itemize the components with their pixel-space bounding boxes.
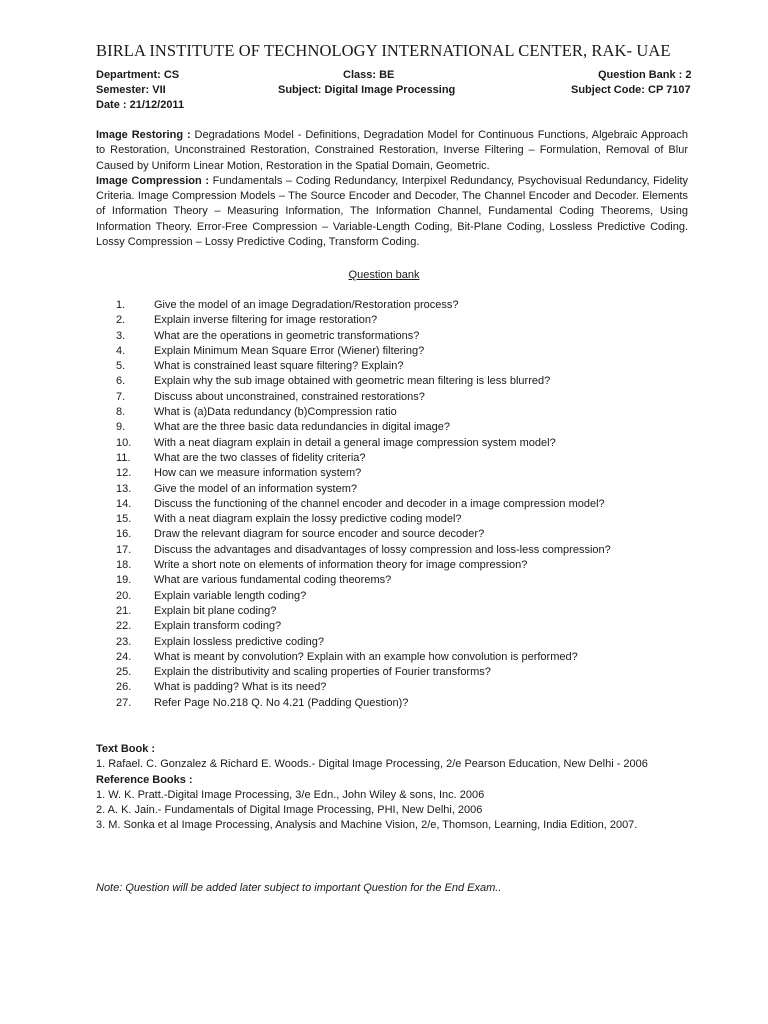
question-text: What are the operations in geometric transformations? [154, 329, 420, 342]
question-number: 25. [116, 666, 132, 679]
question-text: Explain inverse filtering for image restoration? [154, 314, 378, 327]
question-number: 6. [116, 375, 126, 388]
question-item [116, 589, 676, 604]
reference-books-heading: Reference Books : [96, 773, 193, 786]
question-item [116, 497, 676, 512]
question-item [116, 344, 676, 359]
image-compression-label: Image Compression : [96, 174, 209, 187]
text-book-entry: 1. Rafael. C. Gonzalez & Richard E. Woods.- Digital Image Processing, 2/e Pearson Education, New Delhi - 2006 [96, 758, 648, 771]
question-text: Explain Minimum Mean Square Error (Wiener) filtering? [154, 344, 425, 357]
question-item [116, 466, 676, 481]
question-item [116, 390, 676, 405]
question-item [116, 482, 676, 497]
question-text: What is constrained least square filtering? Explain? [154, 360, 404, 373]
question-item [116, 696, 676, 711]
question-item [116, 359, 676, 374]
image-restoring-label: Image Restoring : [96, 129, 191, 141]
question-number: 1. [116, 299, 126, 311]
question-number: 3. [116, 329, 126, 342]
question-number: 23. [116, 635, 132, 648]
end-note: Note: Question will be added later subject to important Question for the End Exam.. [96, 882, 502, 894]
image-compression-paragraph [96, 174, 688, 250]
question-text: Discuss the advantages and disadvantages of lossy compression and loss-less compression? [154, 543, 611, 556]
question-text: Discuss the functioning of the channel encoder and decoder in a image compression model? [154, 497, 605, 510]
question-text: Explain why the sub image obtained with geometric mean filtering is less blurred? [154, 375, 551, 388]
semester-label: Semester: VII [96, 84, 166, 96]
question-text: What are the two classes of fidelity criteria? [154, 451, 366, 464]
question-number: 10. [116, 436, 132, 449]
question-list [116, 298, 676, 711]
date-label: Date : 21/12/2011 [96, 99, 185, 111]
question-item [116, 329, 676, 344]
question-number: 18. [116, 559, 132, 572]
question-text: Refer Page No.218 Q. No 4.21 (Padding Question)? [154, 696, 409, 709]
question-item [116, 512, 676, 527]
question-item [116, 405, 676, 420]
question-number: 13. [116, 482, 132, 495]
question-text: What is (a)Data redundancy (b)Compression ratio [154, 406, 397, 419]
question-item [116, 374, 676, 389]
question-number: 27. [116, 696, 132, 709]
image-restoring-text: Degradations Model - Definitions, Degradation Model for Continuous Functions, Algebraic Approach to Restoration, Unconstrained Restoration, Constrained Restoration, Inverse Filtering – Formulation, Removal of Blur Caused by Uniform Linear Motion, Restoration in the Spatial Domain, Geometric. [96, 129, 688, 172]
reference-book-entry: 3. M. Sonka et al Image Processing, Analysis and Machine Vision, 2/e, Thomson, Learning, India Edition, 2007. [96, 819, 638, 832]
question-number: 15. [116, 513, 132, 526]
question-item [116, 451, 676, 466]
question-item [116, 298, 676, 313]
question-item [116, 604, 676, 619]
question-number: 16. [116, 528, 132, 541]
question-item [116, 558, 676, 573]
question-number: 19. [116, 574, 132, 587]
question-number: 7. [116, 390, 126, 403]
question-text: What is meant by convolution? Explain with an example how convolution is performed? [154, 650, 578, 663]
question-item [116, 543, 676, 558]
question-number: 14. [116, 497, 132, 510]
question-text: What are various fundamental coding theorems? [154, 574, 392, 587]
question-number: 11. [116, 451, 131, 464]
question-item [116, 635, 676, 650]
question-text: Explain lossless predictive coding? [154, 635, 324, 648]
subject-label: Subject: Digital Image Processing [278, 84, 456, 96]
institution-title: BIRLA INSTITUTE OF TECHNOLOGY INTERNATIONAL CENTER, RAK- UAE [96, 41, 671, 60]
question-bank-heading: Question bank [348, 269, 420, 281]
question-text: What are the three basic data redundancies in digital image? [154, 421, 450, 434]
question-text: What is padding? What is its need? [154, 681, 327, 694]
question-text: With a neat diagram explain the lossy predictive coding model? [154, 513, 462, 526]
question-number: 5. [116, 360, 126, 373]
syllabus-section [96, 128, 688, 250]
question-number: 17. [116, 543, 132, 556]
question-text: Give the model of an image Degradation/Restoration process? [154, 299, 459, 311]
question-number: 12. [116, 467, 132, 480]
question-text: Explain transform coding? [154, 620, 282, 633]
question-number: 2. [116, 314, 126, 327]
image-restoring-paragraph [96, 128, 688, 174]
question-item [116, 680, 676, 695]
question-text: Draw the relevant diagram for source encoder and source decoder? [154, 528, 485, 541]
books-section [96, 742, 656, 834]
question-number: 26. [116, 681, 132, 694]
reference-book-entry: 1. W. K. Pratt.-Digital Image Processing, 3/e Edn., John Wiley & sons, Inc. 2006 [96, 788, 485, 801]
question-text: Write a short note on elements of information theory for image compression? [154, 559, 528, 572]
question-text: Discuss about unconstrained, constrained restorations? [154, 390, 425, 403]
question-text: Explain variable length coding? [154, 589, 307, 602]
question-item [116, 573, 676, 588]
question-item [116, 650, 676, 665]
question-text: With a neat diagram explain in detail a general image compression system model? [154, 436, 556, 449]
question-item [116, 313, 676, 328]
question-item [116, 420, 676, 435]
department-label: Department: CS [96, 69, 180, 81]
class-label: Class: BE [343, 69, 395, 81]
question-bank-number: Question Bank : 2 [598, 69, 692, 81]
question-number: 4. [116, 344, 126, 357]
question-number: 21. [116, 604, 132, 617]
question-item [116, 619, 676, 634]
text-book-heading: Text Book : [96, 743, 156, 755]
question-number: 9. [116, 421, 126, 434]
question-item [116, 527, 676, 542]
subject-code-label: Subject Code: CP 7107 [571, 84, 691, 96]
question-text: How can we measure information system? [154, 467, 362, 480]
image-compression-text: Fundamentals – Coding Redundancy, Interpixel Redundancy, Psychovisual Redundancy, Fidelity Criteria. Image Compression Models – The Source Encoder and Decoder, The Channel Encoder and Decoder. Elements of Information Theory – Measuring Information, The Information Channel, Fundamental Coding Theorems, Using Information Theory. Error-Free Compression – Variable-Length Coding, Bit-Plane Coding, Lossless Predictive Coding. Lossy Compression – Lossy Predictive Coding, Transform Coding. [96, 174, 688, 249]
question-number: 8. [116, 406, 126, 419]
question-number: 20. [116, 589, 132, 602]
question-text: Explain bit plane coding? [154, 604, 277, 617]
question-number: 22. [116, 620, 132, 633]
question-item [116, 665, 676, 680]
question-text: Give the model of an information system? [154, 482, 357, 495]
question-text: Explain the distributivity and scaling properties of Fourier transforms? [154, 666, 491, 679]
question-item [116, 436, 676, 451]
question-number: 24. [116, 650, 132, 663]
reference-book-entry: 2. A. K. Jain.- Fundamentals of Digital Image Processing, PHI, New Delhi, 2006 [96, 804, 483, 817]
